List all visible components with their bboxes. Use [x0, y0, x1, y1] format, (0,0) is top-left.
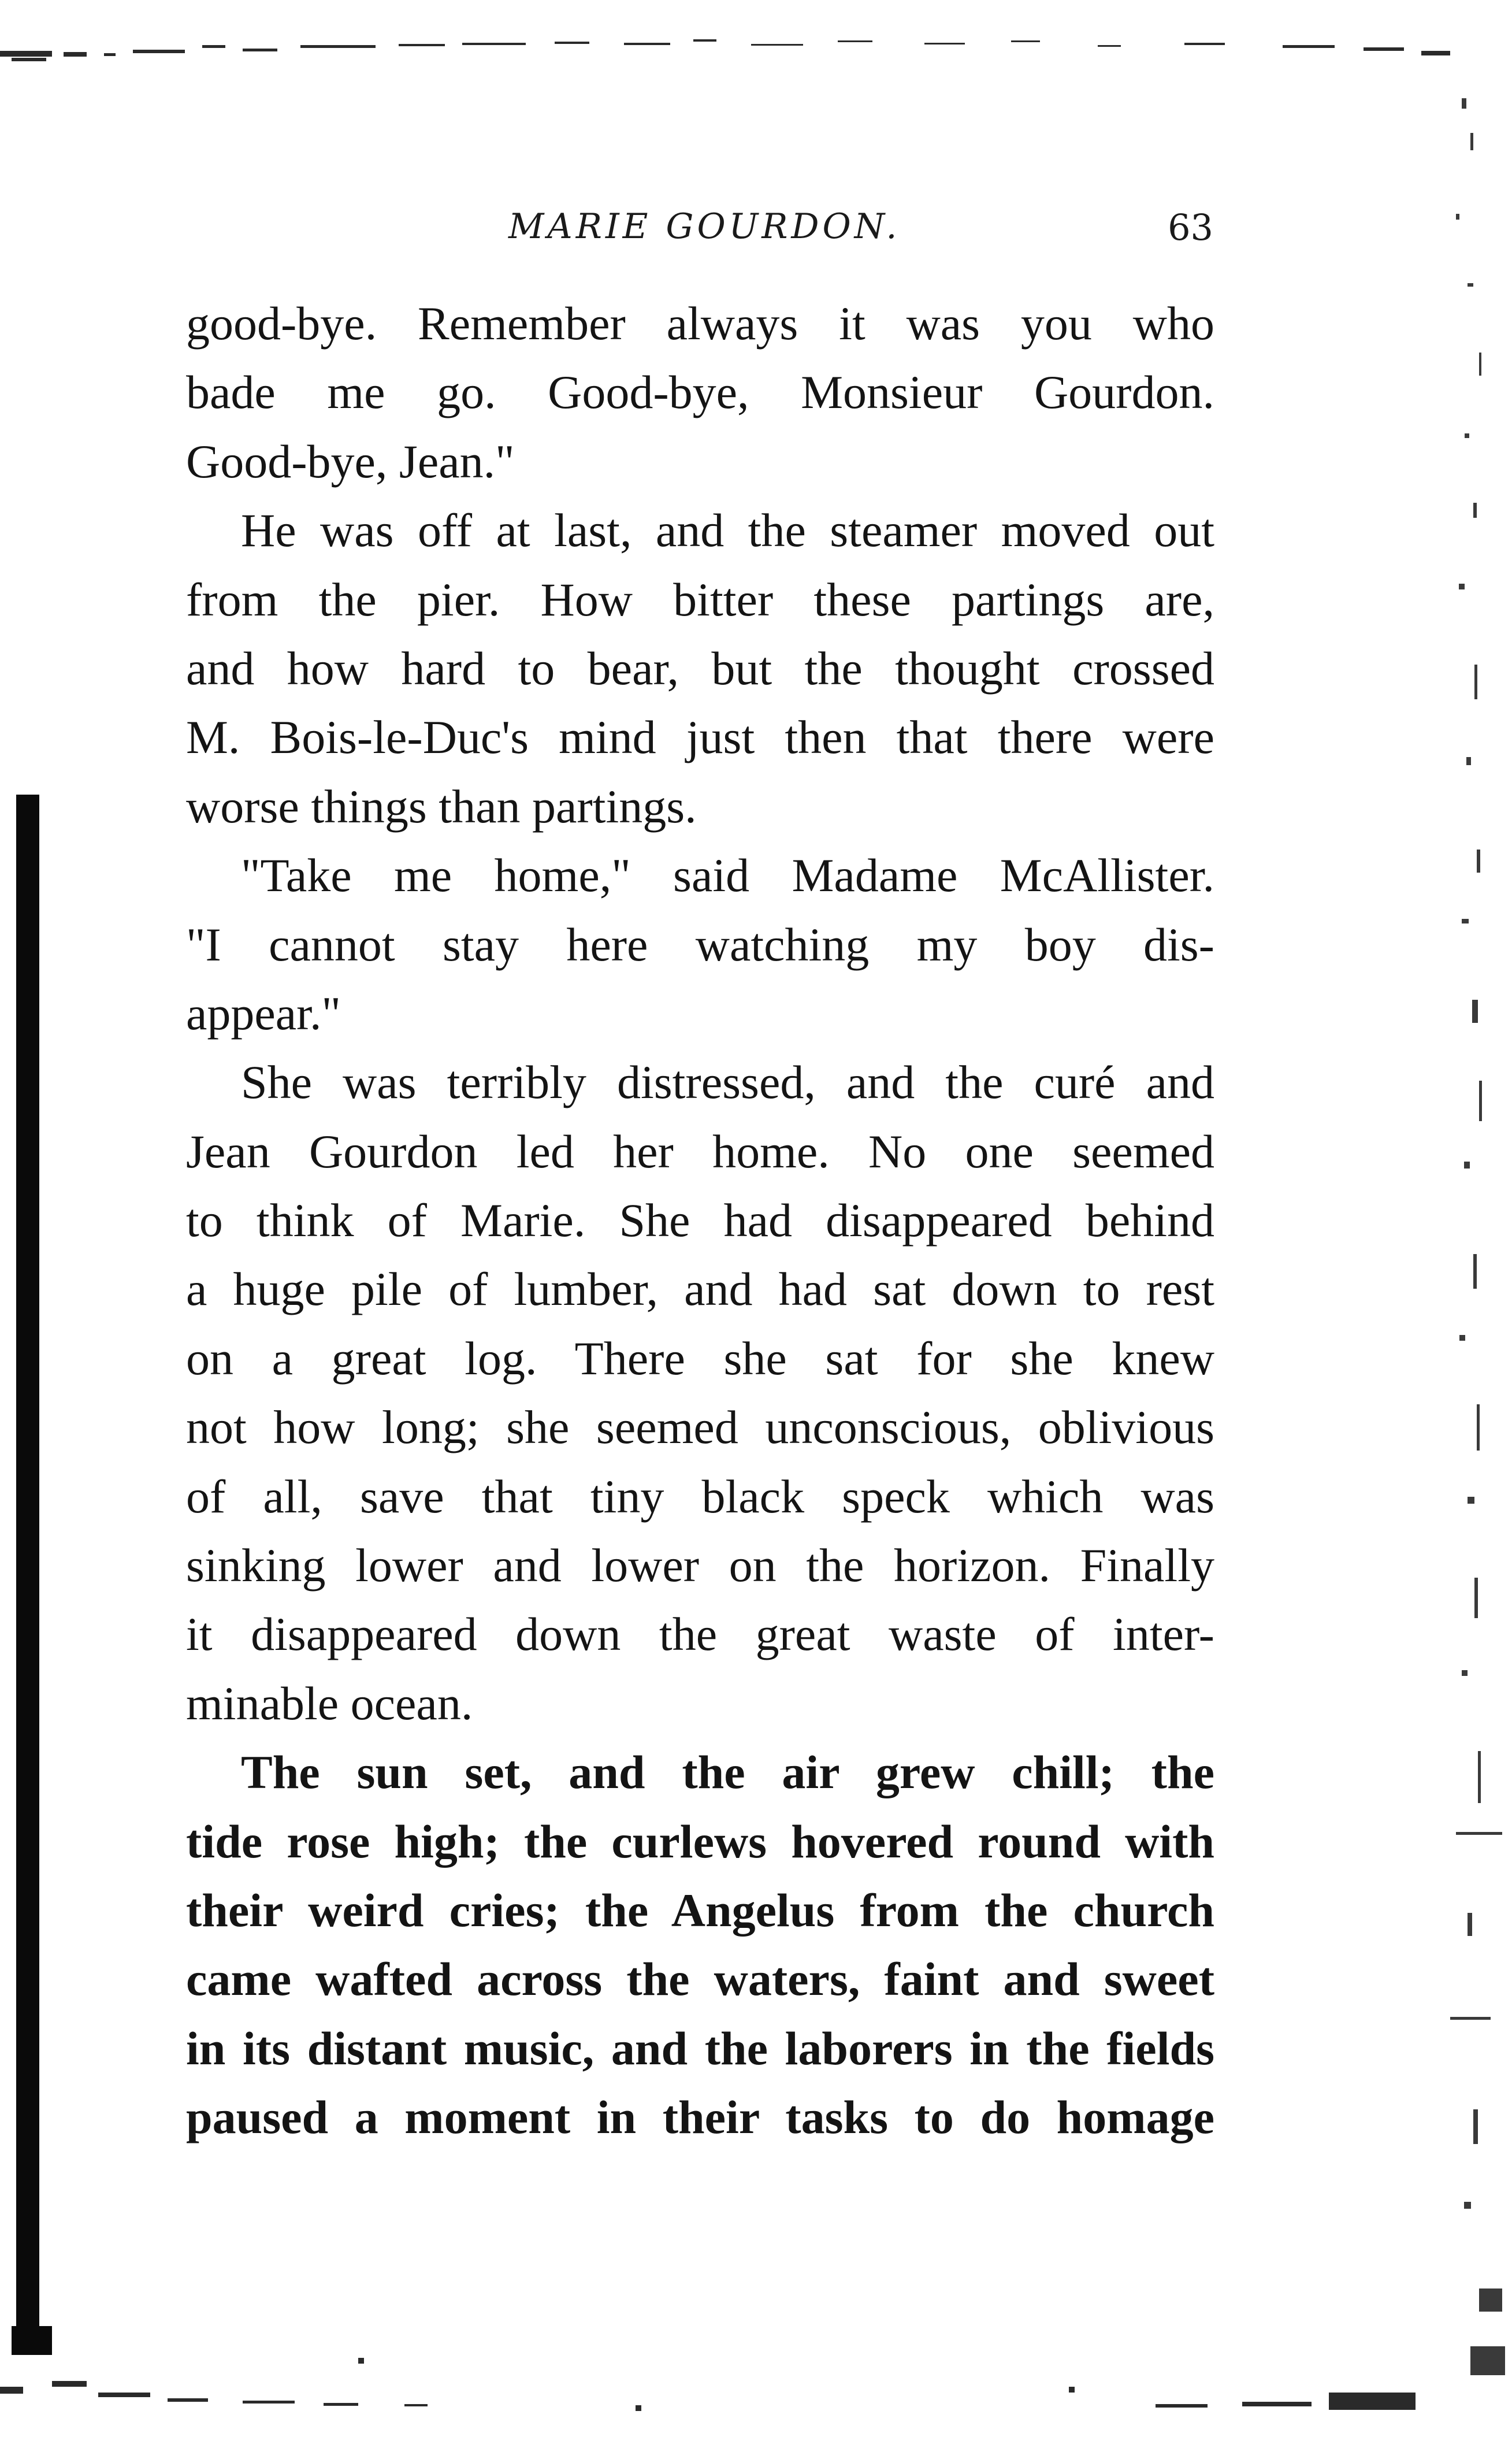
- text-line: their weird cries; the Angelus from the church: [186, 1883, 1214, 1937]
- text-line: appear.": [186, 986, 341, 1040]
- text-line: of all, save that tiny black speck which was: [186, 1470, 1214, 1523]
- text-line: came wafted across the waters, faint and sweet: [186, 1953, 1214, 2006]
- body-text: [186, 289, 1214, 2152]
- text-line: worse things than partings.: [186, 780, 697, 833]
- text-line: He was off at last, and the steamer moved out: [241, 504, 1214, 557]
- text-line: it disappeared down the great waste of inter-: [186, 1608, 1214, 1661]
- text-line: in its distant music, and the laborers in the fields: [186, 2022, 1214, 2075]
- text-line: She was terribly distressed, and the curé and: [241, 1056, 1214, 1109]
- scan-edge-top: [0, 28, 1512, 80]
- text-line: on a great log. There she sat for she knew: [186, 1331, 1214, 1385]
- text-line: "Take me home," said Madame McAllister.: [241, 849, 1214, 902]
- text-line: bade me go. Good-bye, Monsieur Gourdon.: [186, 366, 1214, 419]
- text-line: from the pier. How bitter these partings are,: [186, 573, 1214, 626]
- scan-edge-bottom: [0, 2352, 1512, 2448]
- text-line: and how hard to bear, but the thought crossed: [186, 641, 1214, 695]
- text-line: not how long; she seemed unconscious, oblivious: [186, 1401, 1214, 1454]
- text-line: to think of Marie. She had disappeared behind: [186, 1194, 1214, 1247]
- binding-shadow: [12, 795, 52, 2367]
- text-line: "I cannot stay here watching my boy dis-: [186, 918, 1214, 971]
- text-line: a huge pile of lumber, and had sat down to rest: [186, 1263, 1214, 1316]
- scan-edge-right: [1439, 64, 1512, 2433]
- text-line: minable ocean.: [186, 1676, 473, 1730]
- text-line: Jean Gourdon led her home. No one seemed: [186, 1125, 1214, 1178]
- running-title: MARIE GOURDON.: [508, 206, 901, 247]
- page-number: 63: [1168, 206, 1213, 248]
- text-line: M. Bois-le-Duc's mind just then that there were: [186, 711, 1214, 764]
- running-head: [185, 199, 1213, 263]
- text-line: tide rose high; the curlews hovered round with: [186, 1815, 1214, 1868]
- text-line: paused a moment in their tasks to do homage: [186, 2091, 1214, 2144]
- text-line: Good-bye, Jean.": [186, 435, 515, 488]
- text-line: The sun set, and the air grew chill; the: [241, 1746, 1214, 1799]
- text-line: sinking lower and lower on the horizon. Finally: [186, 1539, 1214, 1592]
- text-line: good-bye. Remember always it was you who: [186, 297, 1214, 350]
